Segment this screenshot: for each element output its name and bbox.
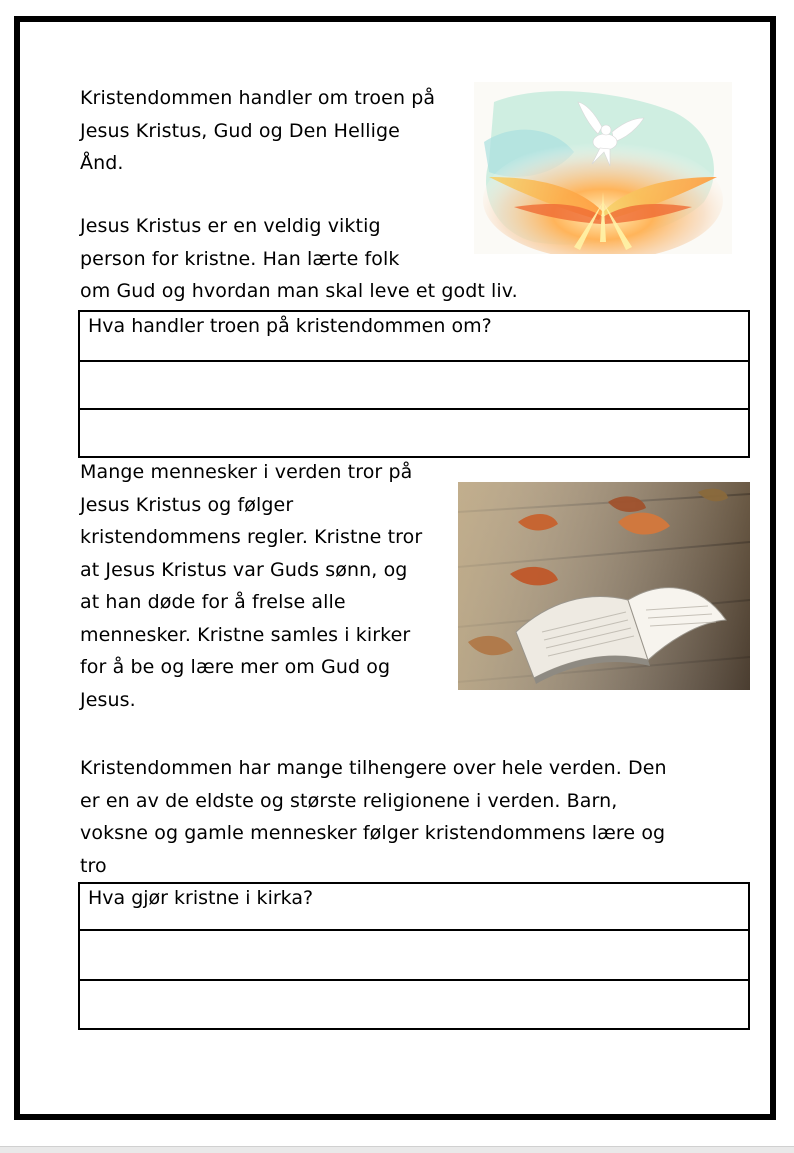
answer-box-2: [78, 882, 750, 1030]
intro-paragraph: Kristendommen handler om troen på Jesus Kristus, Gud og Den Hellige Ånd.: [80, 87, 436, 174]
followers-paragraph: Kristendommen har mange tilhengere over hele verden. Den er en av de eldste og største religionene i verden. Barn, voksne og gamle mennesker følger kristendommens lære og tro: [80, 757, 667, 877]
answer-line[interactable]: [80, 981, 748, 1031]
answer-box-1: [78, 310, 750, 458]
answer-line[interactable]: [80, 931, 748, 981]
answer-line[interactable]: [80, 410, 748, 458]
bible-image: [458, 482, 750, 690]
question-row: [80, 312, 748, 362]
question-1: Hva handler troen på kristendommen om?: [88, 315, 492, 337]
bible-photo: [458, 482, 750, 690]
christians-paragraph: Mange mennesker i verden tror på Jesus Kristus og følger kristendommens regler. Kristne tror at Jesus Kristus var Guds sønn, og at han døde for å frelse alle mennesker. Kristne samles i kirker for å be og lære mer om Gud og Jesus.: [80, 461, 423, 711]
question-row: [80, 884, 748, 931]
question-2: Hva gjør kristne i kirka?: [88, 887, 314, 909]
dove-image: [474, 82, 732, 254]
dove-illustration: [474, 82, 732, 254]
answer-line[interactable]: [80, 362, 748, 410]
jesus-paragraph: Jesus Kristus er en veldig viktig person for kristne. Han lærte folk om Gud og hvordan man skal leve et godt liv.: [80, 215, 518, 302]
